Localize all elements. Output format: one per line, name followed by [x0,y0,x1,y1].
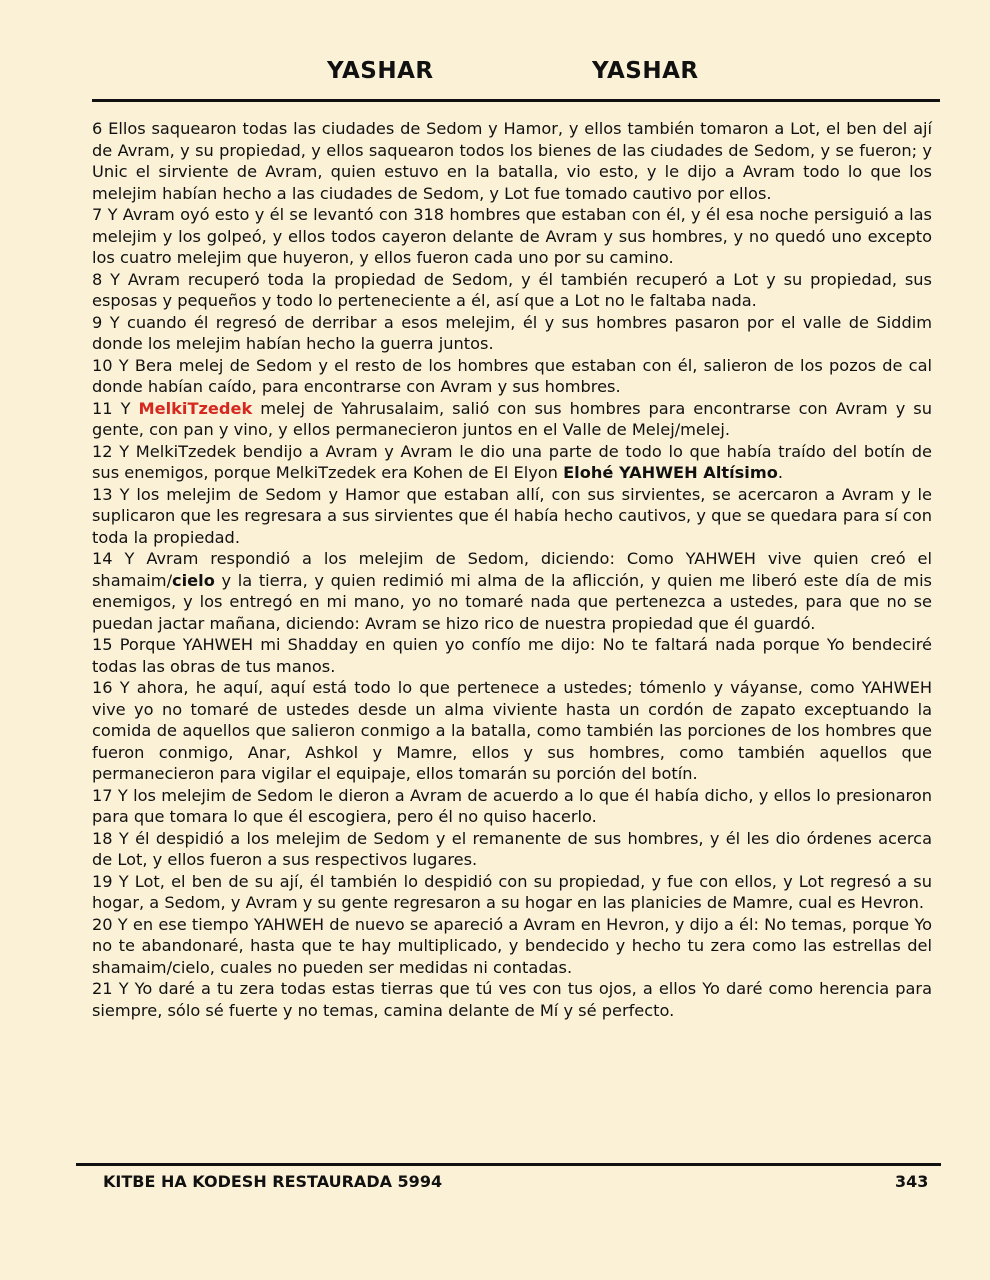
footer-rule [76,1163,941,1166]
verse-11-rest: melej de Yahrusalaim, salió con sus hombres para encontrarse con Avram y su gente, con pan y vino, y ellos permanecieron juntos en el Valle de Melej/melej. [92,398,932,439]
verse-18: 18 Y él despidió a los melejim de Sedom y el remanente de sus hombres, y él les dio órdenes acerca de Lot, y ellos fueron a sus respectivos lugares. [92,828,932,869]
page-header [0,58,990,92]
verse-16: 16 Y ahora, he aquí, aquí está todo lo que pertenece a ustedes; tómenlo y váyanse, como YAHWEH vive yo no tomaré de ustedes desde un alma viviente hasta un cordón de zapato exceptuando la comida de aquellos que salieron conmigo a la batalla, como también las porciones de los hombres que fueron conmigo, Anar, Ashkol y Mamre, ellos y sus hombres, como también aquellos que permanecieron para vigilar el equipaje, ellos tomarán su porción del botín. [92,678,932,783]
verse-9: 9 Y cuando él regresó de derribar a esos melejim, él y sus hombres pasaron por el valle de Siddim donde los melejim habían hecho la guerra juntos. [92,312,932,353]
verse-17: 17 Y los melejim de Sedom le dieron a Avram de acuerdo a lo que él había dicho, y ellos lo presionaron para que tomara lo que él escogiera, pero él no quiso hacerlo. [92,785,932,826]
verse-11-start: 11 Y [92,398,139,418]
footer-book-title: KITBE HA KODESH RESTAURADA 5994 [103,1172,443,1191]
verse-11 [92,398,932,441]
verse-14-start: 14 Y Avram respondió a los melejim de Sedom, diciendo: Como YAHWEH vive quien creó el shamaim/ [92,549,932,590]
verse-12-bold: Elohé YAHWEH Altísimo [563,463,778,482]
body-text [92,118,932,1021]
verse-12 [92,441,932,484]
verse-14-bold: cielo [172,570,215,590]
header-rule [92,99,940,102]
verse-7: 7 Y Avram oyó esto y él se levantó con 318 hombres que estaban con él, y él esa noche persiguió a las melejim y los golpeó, y ellos todos cayeron delante de Avram y sus hombres, y no quedó uno excepto los cuatro melejim que huyeron, y ellos fueron cada uno por su camino. [92,205,932,267]
verse-13: 13 Y los melejim de Sedom y Hamor que estaban allí, con sus sirvientes, se acercaron a Avram y le suplicaron que les regresara a sus sirvientes que él había hecho cautivos, y que se quedara para sí con toda la propiedad. [92,484,932,547]
verse-14 [92,548,932,634]
page-number: 343 [895,1172,929,1191]
verse-10: 10 Y Bera melej de Sedom y el resto de los hombres que estaban con él, salieron de los pozos de cal donde habían caído, para encontrarse con Avram y sus hombres. [92,355,932,396]
verse-21: 21 Y Yo daré a tu zera todas estas tierras que tú ves con tus ojos, a ellos Yo daré como herencia para siempre, sólo sé fuerte y no temas, camina delante de Mí y sé perfecto. [92,979,932,1020]
verse-6: 6 Ellos saquearon todas las ciudades de Sedom y Hamor, y ellos también tomaron a Lot, el ben del ají de Avram, y su propiedad, y ellos saquearon todos los bienes de las ciudades de Sedom, y se fueron; y Unic el sirviente de Avram, quien estuvo en la batalla, vio esto, y le dijo a Avram todo lo que los melejim habían hecho a las ciudades de Sedom, y Lot fue tomado cautivo por ellos. [92,119,932,203]
verse-19: 19 Y Lot, el ben de su ají, él también lo despidió con su propiedad, y fue con ellos, y Lot regresó a su hogar, a Sedom, y Avram y su gente regresaron a su hogar en las planicies de Mamre, cual es Hevron. [92,871,932,912]
verse-20: 20 Y en ese tiempo YAHWEH de nuevo se apareció a Avram en Hevron, y dijo a él: No temas, porque Yo no te abandonaré, hasta que te hay multiplicado, y bendecido y hecho tu zera como las estrellas del shamaim/cielo, cuales no pueden ser medidas ni contadas. [92,914,932,977]
verse-14-rest: y la tierra, y quien redimió mi alma de la aflicción, y quien me liberó este día de mis enemigos, y los entregó en mi mano, yo no tomaré nada que pertenezca a ustedes, para que no se puedan jactar mañana, diciendo: Avram se hizo rico de nuestra propiedad que él guardó. [92,570,932,633]
verse-8: 8 Y Avram recuperó toda la propiedad de Sedom, y él también recuperó a Lot y su propiedad, sus esposas y pequeños y todo lo perteneciente a él, así que a Lot no le faltaba nada. [92,269,932,310]
verse-12-start: 12 Y MelkiTzedek bendijo a Avram y Avram le dio una parte de todo lo que había traído del botín de sus enemigos, porque MelkiTzedek era Kohen de El Elyon [92,441,932,482]
verse-15: 15 Porque YAHWEH mi Shadday en quien yo confío me dijo: No te faltará nada porque Yo bendeciré todas las obras de tus manos. [92,635,932,676]
header-title-left: YASHAR [327,58,434,84]
header-title-right: YASHAR [592,58,699,84]
verse-12-end: . [777,463,783,482]
melkitzedek-highlight: MelkiTzedek [138,398,253,418]
